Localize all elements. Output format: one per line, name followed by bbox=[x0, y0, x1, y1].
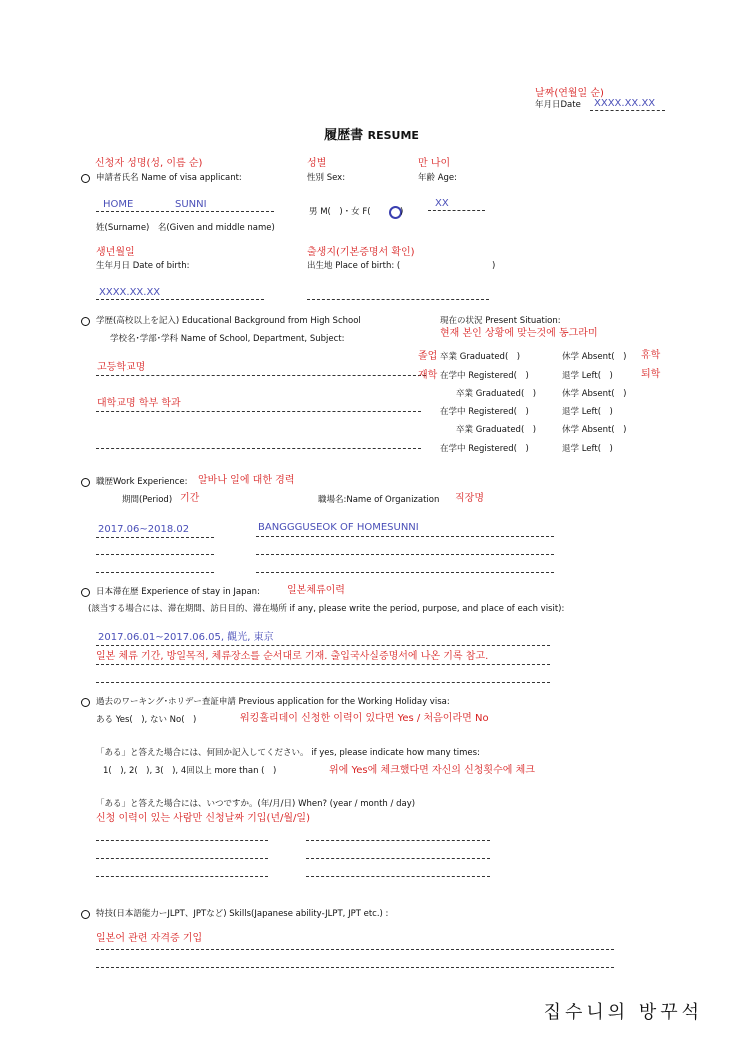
date-label: 年月日Date bbox=[535, 100, 581, 110]
stay-line-2 bbox=[96, 664, 550, 665]
work-label: 職歴Work Experience: bbox=[96, 477, 188, 487]
graduated-1: 卒業 Graduated( ) bbox=[440, 352, 521, 362]
wh-line-2a bbox=[96, 858, 268, 859]
name-line bbox=[96, 211, 274, 212]
signature: 집수니의 방꾸석 bbox=[543, 1002, 703, 1023]
age-label: 年齢 Age: bbox=[418, 173, 458, 183]
age-line bbox=[428, 210, 485, 211]
bullet-icon bbox=[81, 698, 90, 707]
absent-note: 휴학 bbox=[641, 350, 661, 361]
birth-line bbox=[96, 299, 264, 300]
registered-1: 在学中 Registered( ) bbox=[440, 371, 529, 381]
age-note: 만 나이 bbox=[418, 158, 451, 169]
place-close: ) bbox=[492, 261, 496, 271]
org-line-3 bbox=[256, 572, 554, 573]
graduated-3: 卒業 Graduated( ) bbox=[456, 425, 537, 435]
wh-line-1a bbox=[96, 840, 268, 841]
left-2: 退学 Left( ) bbox=[562, 407, 613, 417]
period-value: 2017.06~2018.02 bbox=[98, 524, 190, 535]
absent-3: 休学 Absent( ) bbox=[562, 425, 627, 435]
edu-sub-label: 学校名･学部･学科 Name of School, Department, Subject: bbox=[110, 334, 345, 344]
bullet-icon bbox=[81, 317, 90, 326]
left-3: 退学 Left( ) bbox=[562, 444, 613, 454]
stay-value: 2017.06.01~2017.06.05, 觀光, 東京 bbox=[98, 632, 274, 643]
place-line bbox=[307, 299, 489, 300]
edu-row1: 고등학교명 bbox=[97, 362, 146, 373]
absent-2: 休学 Absent( ) bbox=[562, 389, 627, 399]
work-note: 알바나 일에 대한 경력 bbox=[198, 475, 295, 486]
bullet-icon bbox=[81, 588, 90, 597]
age-value: XX bbox=[435, 198, 449, 209]
wh-times-note: 위에 Yes에 체크했다면 자신의 신청횟수에 체크 bbox=[329, 765, 535, 776]
place-label: 出生地 Place of birth: ( bbox=[307, 261, 401, 271]
place-note: 출생지(기본증명서 확인) bbox=[307, 247, 415, 258]
birth-note: 생년월일 bbox=[96, 247, 135, 258]
period-line-1 bbox=[96, 537, 214, 538]
registered-2: 在学中 Registered( ) bbox=[440, 407, 529, 417]
given-value: SUNNI bbox=[175, 199, 207, 210]
date-note: 날짜(연월일 순) bbox=[535, 88, 604, 99]
sex-close: ) bbox=[400, 207, 404, 217]
wh-note: 워킹홀리데이 신청한 이력이 있다면 Yes / 처음이라면 No bbox=[240, 713, 489, 724]
stay-note-2: 일본 체류 기간, 방일목적, 체류장소를 순서대로 기재. 출입국사실증명서에 나온 기록 참고. bbox=[96, 651, 489, 662]
bullet-icon bbox=[81, 910, 90, 919]
wh-line-3a bbox=[96, 876, 268, 877]
skills-label: 特技(日本語能力ーJLPT、JPTなど) Skills(Japanese ability-JLPT, JPT etc.) : bbox=[96, 909, 389, 919]
name-label: 申請者氏名 Name of visa applicant: bbox=[96, 173, 242, 183]
page-title: 履歴書 RESUME bbox=[324, 128, 419, 143]
wh-line-3b bbox=[306, 876, 490, 877]
sex-note: 성별 bbox=[307, 158, 327, 169]
reg-note: 재학 bbox=[418, 370, 438, 381]
wh-times: 1( ), 2( ), 3( ), 4回以上 more than ( ) bbox=[103, 766, 277, 776]
left-note: 퇴학 bbox=[641, 369, 661, 380]
stay-line-1 bbox=[96, 645, 550, 646]
period-label: 期間(Period) bbox=[122, 495, 173, 505]
skills-line-1 bbox=[96, 949, 614, 950]
name-note: 신청자 성명(성, 이름 순) bbox=[95, 158, 203, 169]
period-line-3 bbox=[96, 572, 214, 573]
name-sub-label: 姓(Surname) 名(Given and middle name) bbox=[96, 223, 275, 233]
org-line-2 bbox=[256, 554, 554, 555]
period-note: 기간 bbox=[180, 493, 200, 504]
wh-yesno: ある Yes( ), ない No( ) bbox=[96, 715, 197, 725]
period-line-2 bbox=[96, 554, 214, 555]
sex-options: 男 M( )・女 F( bbox=[309, 207, 371, 217]
edu-line-1 bbox=[96, 375, 426, 376]
bullet-icon bbox=[81, 478, 90, 487]
wh-line-2b bbox=[306, 858, 490, 859]
wh-when-note: 신청 이력이 있는 사람만 신청날짜 기입(년/월/일) bbox=[96, 813, 310, 824]
org-value: BANGGGUSEOK OF HOMESUNNI bbox=[258, 522, 419, 533]
left-1: 退学 Left( ) bbox=[562, 371, 613, 381]
edu-row2: 대학교명 학부 학과 bbox=[97, 398, 181, 409]
graduated-2: 卒業 Graduated( ) bbox=[456, 389, 537, 399]
edu-line-3 bbox=[96, 448, 421, 449]
edu-label: 学歴(高校以上を記入) Educational Background from High School bbox=[96, 316, 361, 326]
situation-label: 現在の状況 Present Situation: bbox=[440, 316, 561, 326]
registered-3: 在学中 Registered( ) bbox=[440, 444, 529, 454]
surname-value: HOME bbox=[103, 199, 134, 210]
wh-times-question: 「ある」と答えた場合には、何回か記入してください。 if yes, please indicate how many times: bbox=[96, 748, 480, 758]
skills-note: 일본어 관련 자격증 기입 bbox=[96, 933, 203, 944]
wh-line-1b bbox=[306, 840, 490, 841]
birth-label: 生年月日 Date of birth: bbox=[96, 261, 190, 271]
stay-sub-label: (該当する場合には、滞在期間、訪日目的、滞在場所 if any, please write the period, purpose, and place of each visit): bbox=[88, 604, 565, 614]
stay-line-3 bbox=[96, 682, 550, 683]
bullet-icon bbox=[81, 174, 90, 183]
situation-note: 현재 본인 상황에 맞는것에 동그라미 bbox=[440, 328, 598, 339]
sex-label: 性別 Sex: bbox=[307, 173, 346, 183]
grad-note: 졸업 bbox=[418, 351, 438, 362]
stay-label: 日本滞在歴 Experience of stay in Japan: bbox=[96, 587, 260, 597]
wh-when-question: 「ある」と答えた場合には、いつですか。(年/月/日) When? (year / month / day) bbox=[96, 799, 416, 809]
org-label: 職場名:Name of Organization bbox=[318, 495, 440, 505]
wh-label: 過去のワーキング･ホリデー査証申請 Previous application for the Working Holiday visa: bbox=[96, 697, 450, 707]
edu-line-2 bbox=[96, 411, 421, 412]
org-note: 직장명 bbox=[455, 493, 484, 504]
absent-1: 休学 Absent( ) bbox=[562, 352, 627, 362]
date-value: XXXX.XX.XX bbox=[594, 98, 656, 109]
date-line bbox=[590, 110, 665, 111]
org-line-1 bbox=[256, 536, 554, 537]
stay-note: 일본체류이력 bbox=[287, 585, 345, 596]
birth-value: XXXX.XX.XX bbox=[99, 287, 161, 298]
skills-line-2 bbox=[96, 967, 614, 968]
